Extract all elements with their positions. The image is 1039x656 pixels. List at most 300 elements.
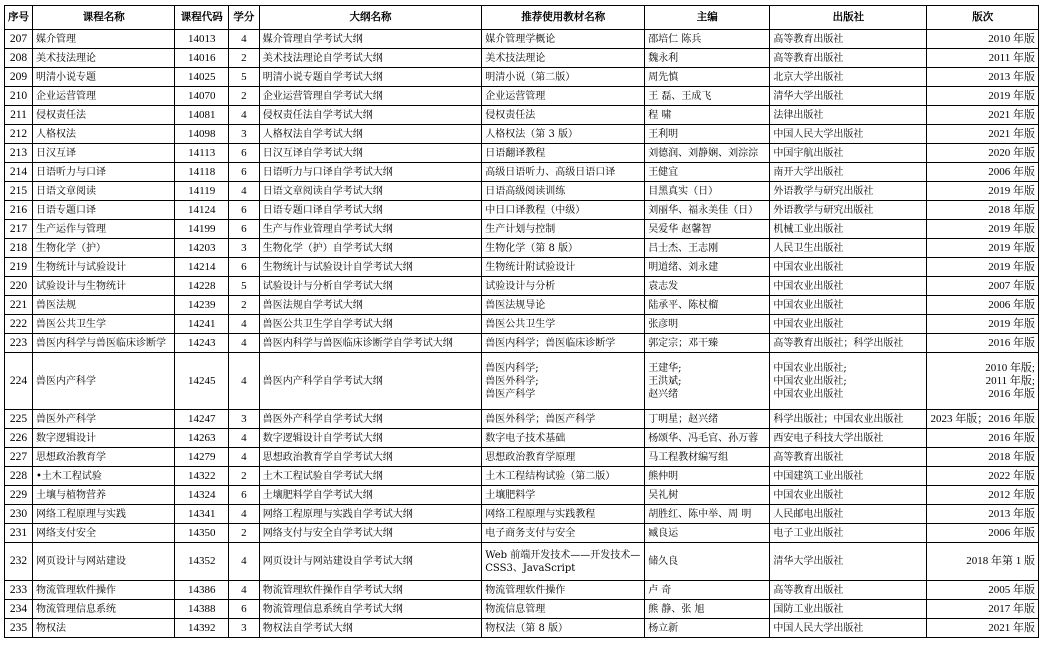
cell-editor: [645, 125, 770, 144]
cell-outline: 土木工程试验自学考试大纲: [259, 467, 482, 486]
cell-textbook-line: 企业运营管理: [485, 90, 546, 102]
cell-textbook-line: 明清小说（第二版）: [485, 71, 576, 83]
cell-course-code: 14263: [175, 429, 229, 448]
cell-seq: 228: [5, 467, 33, 486]
cell-credit: 2: [229, 467, 260, 486]
table-row: [5, 524, 1039, 543]
table-row: [5, 87, 1039, 106]
cell-course-name: 兽医外产科学: [33, 410, 175, 429]
cell-editor-line: 王利明: [648, 128, 679, 140]
cell-publisher-line: 高等教育出版社；科学出版社: [773, 337, 904, 349]
cell-editor: [645, 486, 770, 505]
cell-credit: 6: [229, 600, 260, 619]
cell-outline: 人格权法自学考试大纲: [259, 125, 482, 144]
cell-editor-line: 刘德润、刘静娴、刘淙淙: [648, 147, 759, 159]
cell-publisher-line: 高等教育出版社: [773, 451, 844, 463]
cell-editor-line: 赵兴绪: [648, 388, 679, 400]
cell-credit: 3: [229, 239, 260, 258]
cell-editor-line: 魏永利: [648, 52, 679, 64]
cell-editor-line: 熊仲明: [648, 470, 679, 482]
cell-edition-line: 2017 年版: [988, 602, 1035, 615]
cell-credit: 4: [229, 182, 260, 201]
cell-edition: [927, 239, 1039, 258]
cell-publisher-line: 中国农业出版社: [773, 280, 844, 292]
cell-outline: 生物化学（护）自学考试大纲: [259, 239, 482, 258]
cell-edition: [927, 182, 1039, 201]
cell-editor-line: 张彦明: [648, 318, 679, 330]
cell-edition-line: 2019 年版: [988, 184, 1035, 197]
cell-editor-line: 王健宜: [648, 166, 679, 178]
cell-editor: [645, 524, 770, 543]
cell-edition: [927, 429, 1039, 448]
cell-course-code: 14350: [175, 524, 229, 543]
table-row: [5, 106, 1039, 125]
cell-editor: [645, 30, 770, 49]
cell-editor-line: 胡胜红、陈中举、周 明: [648, 508, 752, 520]
cell-editor: [645, 600, 770, 619]
cell-seq: 221: [5, 296, 33, 315]
cell-textbook-line: 电子商务支付与安全: [485, 527, 576, 539]
cell-publisher-line: 中国农业出版社;: [773, 375, 847, 387]
cell-edition: [927, 334, 1039, 353]
cell-editor-line: 吕士杰、王志刚: [648, 242, 719, 254]
cell-course-name: 日汉互译: [33, 144, 175, 163]
cell-outline: 明清小说专题自学考试大纲: [259, 68, 482, 87]
cell-seq: 217: [5, 220, 33, 239]
table-row: [5, 600, 1039, 619]
cell-course-name: 日语文章阅读: [33, 182, 175, 201]
header-seq: 序号: [5, 6, 33, 30]
header-publisher: 出版社: [770, 6, 927, 30]
cell-seq: 230: [5, 505, 33, 524]
cell-edition-line: 2013 年版: [988, 507, 1035, 520]
cell-textbook: [482, 429, 645, 448]
cell-credit: 4: [229, 543, 260, 581]
cell-textbook: [482, 106, 645, 125]
cell-course-code: 14203: [175, 239, 229, 258]
cell-edition-line: 2021 年版: [988, 621, 1035, 634]
table-row: [5, 581, 1039, 600]
cell-publisher-line: 中国农业出版社: [773, 318, 844, 330]
cell-outline: 侵权责任法自学考试大纲: [259, 106, 482, 125]
cell-credit: 6: [229, 220, 260, 239]
cell-editor-line: 马工程教材编写组: [648, 451, 729, 463]
cell-outline: 网络工程原理与实践自学考试大纲: [259, 505, 482, 524]
cell-seq: 207: [5, 30, 33, 49]
cell-outline: 网页设计与网站建设自学考试大纲: [259, 543, 482, 581]
cell-edition-line: 2007 年版: [988, 279, 1035, 292]
cell-edition: [927, 163, 1039, 182]
cell-publisher: [770, 296, 927, 315]
cell-textbook: [482, 30, 645, 49]
cell-publisher: [770, 125, 927, 144]
cell-textbook: [482, 467, 645, 486]
cell-editor: [645, 163, 770, 182]
header-credit: 学分: [229, 6, 260, 30]
cell-textbook-line: 生物化学（第 8 版）: [485, 242, 579, 254]
cell-course-code: 14324: [175, 486, 229, 505]
cell-seq: 208: [5, 49, 33, 68]
table-row: [5, 49, 1039, 68]
cell-editor-line: 刘丽华、福永美佳（日）: [648, 204, 759, 216]
cell-textbook-line: Web 前端开发技术——开发技术—: [485, 549, 641, 561]
cell-seq: 210: [5, 87, 33, 106]
cell-publisher: [770, 334, 927, 353]
cell-course-name: 网页设计与网站建设: [33, 543, 175, 581]
cell-publisher: [770, 410, 927, 429]
cell-textbook: [482, 144, 645, 163]
cell-credit: 2: [229, 296, 260, 315]
cell-textbook-line: 兽医产科学: [485, 388, 536, 400]
cell-editor: [645, 296, 770, 315]
cell-textbook: [482, 239, 645, 258]
cell-credit: 2: [229, 87, 260, 106]
table-row: [5, 258, 1039, 277]
cell-edition: [927, 619, 1039, 638]
table-row: [5, 505, 1039, 524]
cell-edition-line: 2012 年版: [988, 488, 1035, 501]
cell-credit: 4: [229, 106, 260, 125]
cell-edition: [927, 106, 1039, 125]
header-row: [5, 6, 1039, 30]
cell-seq: 209: [5, 68, 33, 87]
cell-textbook: [482, 353, 645, 410]
cell-textbook-line: 生物统计附试验设计: [485, 261, 576, 273]
cell-credit: 4: [229, 581, 260, 600]
cell-textbook-line: 兽医外科学；兽医产科学: [485, 413, 596, 425]
cell-textbook-line: 高级日语听力、高级日语口译: [485, 166, 616, 178]
cell-textbook: [482, 87, 645, 106]
table-row: [5, 220, 1039, 239]
cell-publisher-line: 科学出版社；中国农业出版社: [773, 413, 904, 425]
cell-editor-line: 熊 静、张 旭: [648, 603, 705, 615]
cell-credit: 3: [229, 125, 260, 144]
cell-publisher: [770, 277, 927, 296]
cell-edition-line: 2013 年版: [988, 70, 1035, 83]
cell-publisher-line: 中国建筑工业出版社: [773, 470, 864, 482]
cell-publisher-line: 北京大学出版社: [773, 71, 844, 83]
cell-course-name: •土木工程试验: [33, 467, 175, 486]
cell-textbook-line: 思想政治教育学原理: [485, 451, 576, 463]
cell-course-code: 14352: [175, 543, 229, 581]
cell-textbook-line: CSS3、JavaScript: [485, 562, 576, 574]
cell-course-name: 媒介管理: [33, 30, 175, 49]
cell-credit: 6: [229, 163, 260, 182]
cell-editor: [645, 239, 770, 258]
cell-publisher: [770, 505, 927, 524]
cell-course-name: 美术技法理论: [33, 49, 175, 68]
cell-credit: 2: [229, 524, 260, 543]
cell-edition-line: 2019 年版: [988, 241, 1035, 254]
cell-course-name: 兽医公共卫生学: [33, 315, 175, 334]
header-editor: 主编: [645, 6, 770, 30]
cell-edition: [927, 410, 1039, 429]
cell-textbook: [482, 315, 645, 334]
table-row: [5, 486, 1039, 505]
cell-publisher: [770, 106, 927, 125]
cell-seq: 229: [5, 486, 33, 505]
cell-textbook-line: 兽医外科学;: [485, 375, 539, 387]
cell-textbook: [482, 201, 645, 220]
cell-course-name: 侵权责任法: [33, 106, 175, 125]
cell-publisher: [770, 353, 927, 410]
cell-edition-line: 2016 年版: [988, 431, 1035, 444]
table-row: [5, 277, 1039, 296]
cell-publisher-line: 高等教育出版社: [773, 52, 844, 64]
cell-editor-line: 杨颂华、冯毛官、孙万蓉: [648, 432, 759, 444]
cell-editor: [645, 277, 770, 296]
cell-outline: 兽医公共卫生学自学考试大纲: [259, 315, 482, 334]
table-row: [5, 163, 1039, 182]
cell-textbook-line: 网络工程原理与实践教程: [485, 508, 596, 520]
cell-publisher-line: 南开大学出版社: [773, 166, 844, 178]
cell-textbook: [482, 505, 645, 524]
cell-editor: [645, 429, 770, 448]
cell-course-code: 14228: [175, 277, 229, 296]
cell-publisher-line: 外语教学与研究出版社: [773, 204, 874, 216]
cell-editor-line: 王建华;: [648, 362, 682, 374]
cell-publisher-line: 法律出版社: [773, 109, 824, 121]
cell-outline: 物权法自学考试大纲: [259, 619, 482, 638]
course-table: [4, 5, 1039, 638]
table-row: [5, 353, 1039, 410]
table-row: [5, 201, 1039, 220]
cell-publisher-line: 清华大学出版社: [773, 556, 844, 567]
cell-editor-line: 吴爱华 赵馨智: [648, 223, 712, 235]
cell-edition: [927, 87, 1039, 106]
cell-edition-line: 2016 年版: [988, 387, 1035, 400]
cell-textbook: [482, 486, 645, 505]
cell-course-code: 14118: [175, 163, 229, 182]
cell-seq: 218: [5, 239, 33, 258]
cell-edition: [927, 49, 1039, 68]
cell-seq: 225: [5, 410, 33, 429]
cell-course-code: 14070: [175, 87, 229, 106]
cell-course-name: 人格权法: [33, 125, 175, 144]
cell-publisher: [770, 543, 927, 581]
cell-course-name: 生物化学（护）: [33, 239, 175, 258]
cell-editor: [645, 144, 770, 163]
cell-course-code: 14279: [175, 448, 229, 467]
cell-seq: 216: [5, 201, 33, 220]
cell-edition-line: 2021 年版: [988, 127, 1035, 140]
cell-edition-line: 2006 年版: [988, 165, 1035, 178]
cell-editor: [645, 581, 770, 600]
header-edition: 版次: [927, 6, 1039, 30]
cell-publisher-line: 中国农业出版社: [773, 299, 844, 311]
cell-publisher-line: 人民卫生出版社: [773, 242, 844, 254]
cell-outline: 土壤肥料学自学考试大纲: [259, 486, 482, 505]
cell-publisher: [770, 163, 927, 182]
cell-textbook-line: 兽医内科学；兽医临床诊断学: [485, 337, 616, 349]
table-row: [5, 30, 1039, 49]
cell-outline: 思想政治教育学自学考试大纲: [259, 448, 482, 467]
cell-credit: 4: [229, 429, 260, 448]
cell-textbook-line: 物流管理软件操作: [485, 584, 566, 596]
cell-publisher: [770, 581, 927, 600]
cell-textbook-line: 数字电子技术基础: [485, 432, 566, 444]
cell-seq: 235: [5, 619, 33, 638]
cell-editor-line: 袁志发: [648, 280, 679, 292]
table-row: [5, 239, 1039, 258]
cell-credit: 3: [229, 619, 260, 638]
cell-course-name: 企业运营管理: [33, 87, 175, 106]
cell-outline: 兽医外产科学自学考试大纲: [259, 410, 482, 429]
cell-course-code: 14247: [175, 410, 229, 429]
cell-textbook-line: 日语翻译教程: [485, 147, 546, 159]
table-row: [5, 410, 1039, 429]
cell-course-code: 14241: [175, 315, 229, 334]
cell-publisher: [770, 315, 927, 334]
cell-credit: 4: [229, 315, 260, 334]
table-row: [5, 144, 1039, 163]
cell-editor: [645, 619, 770, 638]
cell-edition: [927, 581, 1039, 600]
cell-edition: [927, 296, 1039, 315]
cell-outline: 美术技法理论自学考试大纲: [259, 49, 482, 68]
cell-outline: 生产与作业管理自学考试大纲: [259, 220, 482, 239]
cell-edition-line: 2006 年版: [988, 298, 1035, 311]
cell-edition-line: 2020 年版: [988, 146, 1035, 159]
cell-edition-line: 2018 年版: [988, 203, 1035, 216]
cell-publisher-line: 中国农业出版社;: [773, 362, 847, 374]
cell-publisher: [770, 258, 927, 277]
cell-editor-line: 陆承平、陈杖榴: [648, 299, 719, 311]
cell-textbook-line: 媒介管理学概论: [485, 33, 556, 45]
cell-editor-line: 目黑真实（日）: [648, 185, 719, 197]
cell-course-name: 兽医内产科学: [33, 353, 175, 410]
cell-credit: 5: [229, 277, 260, 296]
table-row: [5, 182, 1039, 201]
cell-publisher: [770, 448, 927, 467]
table-row: [5, 296, 1039, 315]
table-row: [5, 429, 1039, 448]
cell-textbook: [482, 49, 645, 68]
table-row: [5, 467, 1039, 486]
cell-edition: [927, 486, 1039, 505]
table-row: [5, 448, 1039, 467]
cell-credit: 4: [229, 30, 260, 49]
cell-course-code: 14124: [175, 201, 229, 220]
cell-textbook-line: 兽医内科学;: [485, 362, 539, 374]
cell-editor: [645, 258, 770, 277]
cell-course-code: 14113: [175, 144, 229, 163]
cell-outline: 媒介管理自学考试大纲: [259, 30, 482, 49]
cell-publisher-line: 高等教育出版社: [773, 584, 844, 596]
cell-course-code: 14098: [175, 125, 229, 144]
cell-seq: 211: [5, 106, 33, 125]
cell-edition: [927, 144, 1039, 163]
cell-textbook-line: 侵权责任法: [485, 109, 536, 121]
cell-publisher: [770, 87, 927, 106]
cell-publisher: [770, 524, 927, 543]
cell-publisher-line: 人民邮电出版社: [773, 508, 844, 520]
cell-seq: 219: [5, 258, 33, 277]
cell-editor: [645, 448, 770, 467]
cell-editor-line: 吴礼树: [648, 489, 679, 501]
cell-textbook: [482, 296, 645, 315]
cell-textbook: [482, 334, 645, 353]
cell-edition: [927, 315, 1039, 334]
cell-edition: [927, 30, 1039, 49]
cell-edition: [927, 448, 1039, 467]
cell-credit: 6: [229, 486, 260, 505]
cell-course-name: 物权法: [33, 619, 175, 638]
cell-textbook: [482, 619, 645, 638]
cell-outline: 网络支付与安全自学考试大纲: [259, 524, 482, 543]
cell-textbook: [482, 543, 645, 581]
cell-course-name: 物流管理信息系统: [33, 600, 175, 619]
cell-publisher-line: 国防工业出版社: [773, 603, 844, 615]
cell-outline: 日语听力与口译自学考试大纲: [259, 163, 482, 182]
cell-editor-line: 储久良: [648, 556, 679, 567]
cell-credit: 6: [229, 201, 260, 220]
cell-editor: [645, 87, 770, 106]
cell-textbook: [482, 182, 645, 201]
cell-editor: [645, 353, 770, 410]
cell-edition-line: 2010 年版;: [985, 361, 1035, 374]
cell-edition: [927, 524, 1039, 543]
cell-edition-line: 2019 年版: [988, 260, 1035, 273]
cell-edition: [927, 125, 1039, 144]
cell-publisher: [770, 619, 927, 638]
cell-edition: [927, 600, 1039, 619]
cell-credit: 2: [229, 49, 260, 68]
cell-publisher-line: 中国人民大学出版社: [773, 128, 864, 140]
cell-editor-line: 杨立新: [648, 622, 679, 634]
cell-publisher-line: 外语教学与研究出版社: [773, 185, 874, 197]
cell-seq: 213: [5, 144, 33, 163]
table-row: [5, 68, 1039, 87]
table-row: [5, 334, 1039, 353]
cell-credit: 5: [229, 68, 260, 87]
cell-seq: 233: [5, 581, 33, 600]
cell-publisher: [770, 201, 927, 220]
cell-seq: 227: [5, 448, 33, 467]
cell-textbook-line: 物流信息管理: [485, 603, 546, 615]
cell-course-name: 生产运作与管理: [33, 220, 175, 239]
cell-outline: 兽医内科学与兽医临床诊断学自学考试大纲: [259, 334, 482, 353]
cell-publisher-line: 机械工业出版社: [773, 223, 844, 235]
cell-seq: 231: [5, 524, 33, 543]
cell-editor-line: 卢 奇: [648, 584, 672, 596]
cell-course-code: 14245: [175, 353, 229, 410]
cell-edition: [927, 201, 1039, 220]
cell-seq: 224: [5, 353, 33, 410]
cell-course-code: 14392: [175, 619, 229, 638]
cell-editor-line: 王洪斌;: [648, 375, 682, 387]
cell-textbook-line: 生产计划与控制: [485, 223, 556, 235]
cell-course-name: 物流管理软件操作: [33, 581, 175, 600]
cell-editor: [645, 220, 770, 239]
header-course-name: 课程名称: [33, 6, 175, 30]
cell-textbook-line: 美术技法理论: [485, 52, 546, 64]
cell-textbook: [482, 448, 645, 467]
cell-publisher: [770, 600, 927, 619]
cell-publisher: [770, 68, 927, 87]
header-course-code: 课程代码: [175, 6, 229, 30]
cell-textbook: [482, 600, 645, 619]
cell-textbook: [482, 524, 645, 543]
cell-editor-line: 丁明星；赵兴绪: [648, 413, 719, 425]
cell-edition-line: 2019 年版: [988, 89, 1035, 102]
cell-course-code: 14341: [175, 505, 229, 524]
cell-edition: [927, 467, 1039, 486]
cell-outline: 日语专题口译自学考试大纲: [259, 201, 482, 220]
cell-course-code: 14025: [175, 68, 229, 87]
cell-credit: 6: [229, 258, 260, 277]
cell-publisher: [770, 429, 927, 448]
